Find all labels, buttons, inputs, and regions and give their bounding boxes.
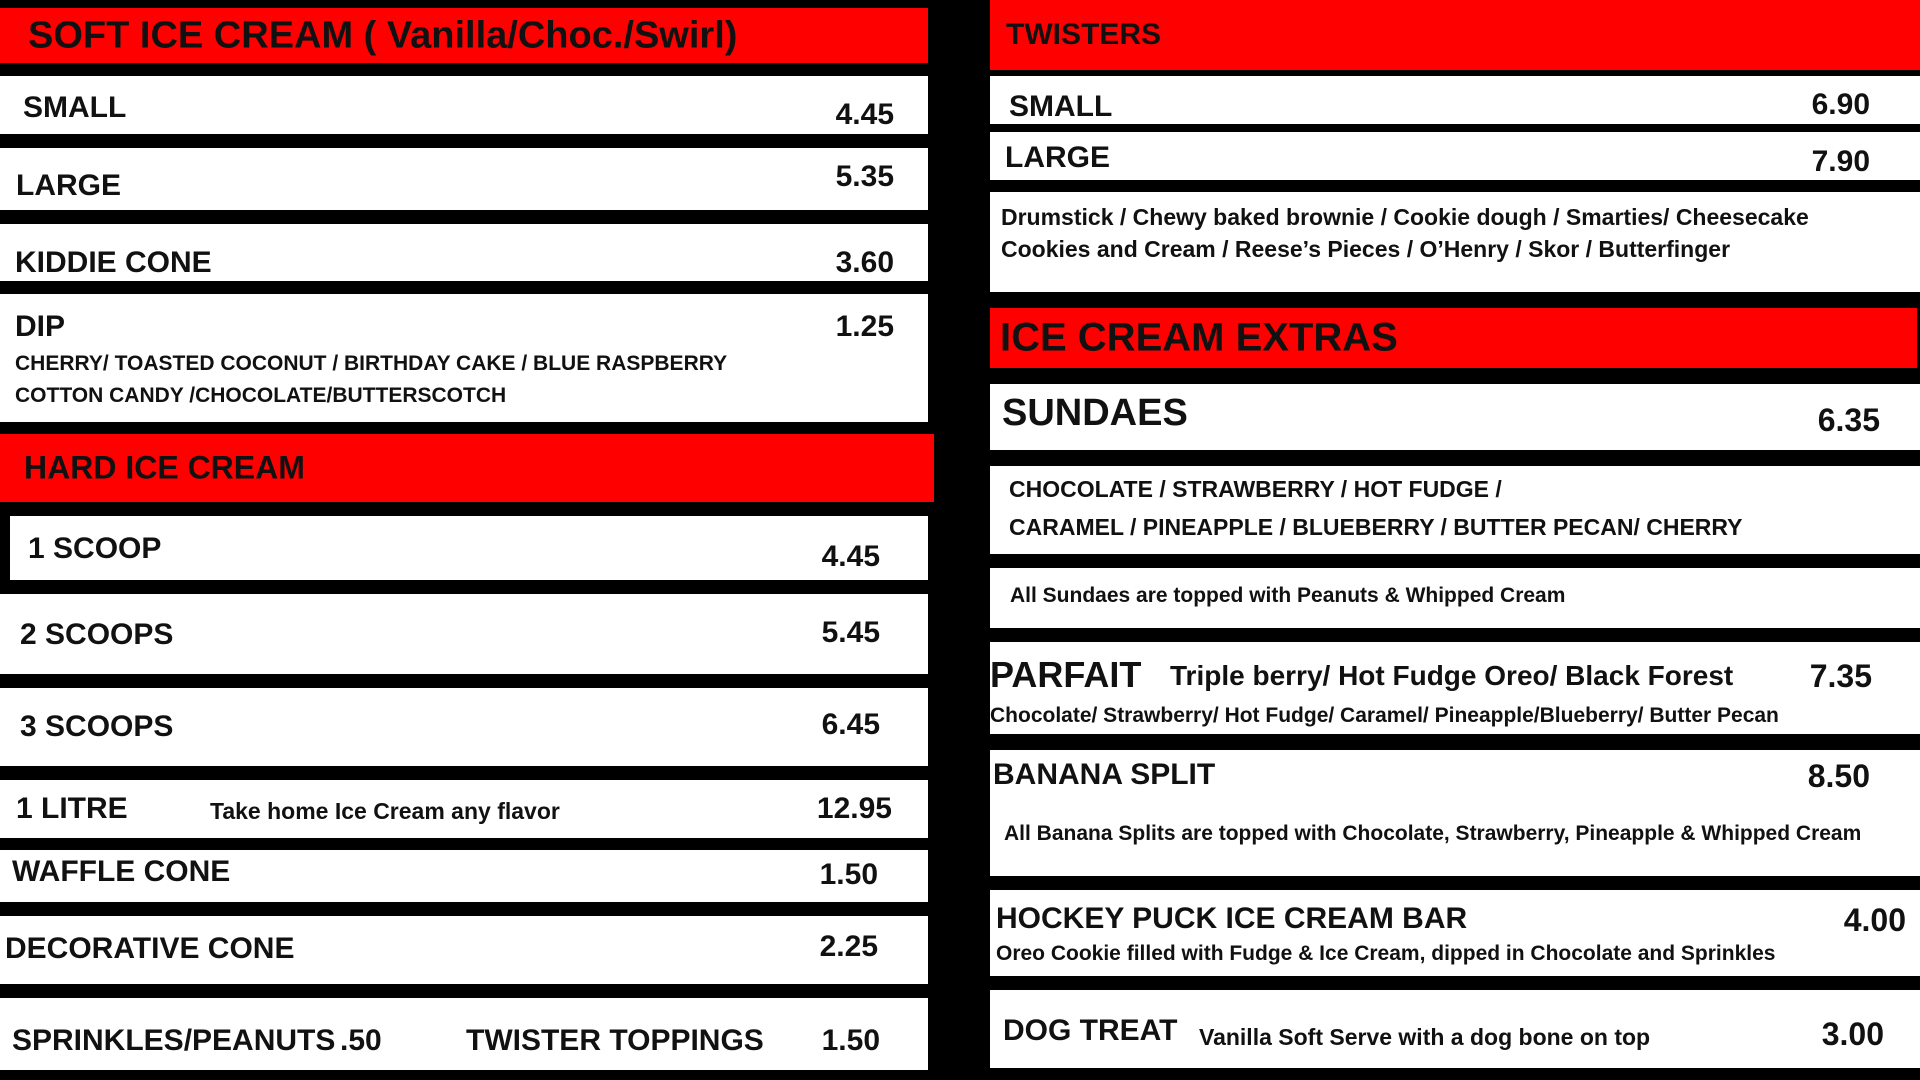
item-name: SMALL xyxy=(1009,90,1113,123)
dog-treat-row xyxy=(990,990,1920,1068)
item-name: 1 SCOOP xyxy=(28,532,162,565)
dog-treat-desc: Vanilla Soft Serve with a dog bone on top xyxy=(1199,1024,1651,1050)
sundae-flavors xyxy=(990,466,1920,554)
item-price: 1.50 xyxy=(819,858,878,891)
hockey-puck-desc: Oreo Cookie filled with Fudge & Ice Cream, dipped in Chocolate and Sprinkles xyxy=(996,942,1776,965)
sundae-note-row xyxy=(990,568,1920,628)
twisters-flavors xyxy=(990,192,1920,292)
parfait-flavors: Chocolate/ Strawberry/ Hot Fudge/ Caramel/ Pineapple/Blueberry/ Butter Pecan xyxy=(990,704,1779,727)
item-price: 7.90 xyxy=(1811,145,1870,178)
item-name: LARGE xyxy=(16,169,121,202)
hard-scoop3-row xyxy=(0,688,928,766)
item-price: 12.95 xyxy=(816,792,892,825)
item-price: 4.45 xyxy=(835,98,894,131)
hockey-puck-row xyxy=(990,890,1920,976)
banana-split-note: All Banana Splits are topped with Chocolate, Strawberry, Pineapple & Whipped Cream xyxy=(1004,822,1862,845)
item-name: 3 SCOOPS xyxy=(20,710,174,743)
item-price: 6.35 xyxy=(1817,402,1880,438)
item-price: 3.00 xyxy=(1821,1016,1884,1052)
item-name: SMALL xyxy=(23,91,127,124)
twister-toppings-name: TWISTER TOPPINGS xyxy=(466,1024,764,1057)
soft-kiddie-row xyxy=(0,224,928,281)
sprinkles-name: SPRINKLES/PEANUTS xyxy=(12,1024,336,1057)
item-price: 5.35 xyxy=(835,160,894,193)
extras-title: ICE CREAM EXTRAS xyxy=(1000,315,1398,360)
extras-header xyxy=(990,308,1917,368)
item-price: 5.45 xyxy=(821,616,880,649)
item-price: 4.45 xyxy=(821,540,880,573)
twisters-large-row xyxy=(990,132,1920,180)
item-name: PARFAIT xyxy=(990,654,1142,695)
soft-large-row xyxy=(0,148,928,210)
item-price: 6.45 xyxy=(821,708,880,741)
twister-toppings-price: 1.50 xyxy=(821,1024,880,1057)
soft-dip-row xyxy=(0,294,928,422)
sprinkles-price: .50 xyxy=(340,1024,382,1057)
waffle-cone-row xyxy=(0,850,928,902)
twisters-flavors-line-1: Drumstick / Chewy baked brownie / Cookie dough / Smarties/ Cheesecake xyxy=(1001,204,1809,230)
sundae-note: All Sundaes are topped with Peanuts & Whipped Cream xyxy=(1010,584,1566,607)
toppings-row xyxy=(0,998,928,1070)
item-price: 4.00 xyxy=(1843,902,1906,938)
soft-ice-cream-header xyxy=(0,8,928,63)
item-name: 2 SCOOPS xyxy=(20,618,174,651)
twisters-title: TWISTERS xyxy=(1006,18,1161,51)
item-name: DIP xyxy=(15,310,66,343)
twisters-small-row xyxy=(990,76,1920,124)
item-price: 7.35 xyxy=(1809,658,1872,694)
item-name: WAFFLE CONE xyxy=(12,855,231,888)
soft-small-row xyxy=(0,76,928,134)
hard-scoop1-row xyxy=(10,516,928,580)
banana-split-row xyxy=(990,750,1920,876)
dip-flavors-line-1: CHERRY/ TOASTED COCONUT / BIRTHDAY CAKE / BLUE RASPBERRY xyxy=(15,352,728,375)
twisters-flavors-line-2: Cookies and Cream / Reese’s Pieces / O’Henry / Skor / Butterfinger xyxy=(1001,236,1731,262)
item-name: DECORATIVE CONE xyxy=(5,932,295,965)
parfait-desc: Triple berry/ Hot Fudge Oreo/ Black Forest xyxy=(1170,660,1734,691)
hard-scoop2-row xyxy=(0,594,928,674)
item-price: 2.25 xyxy=(819,930,878,963)
item-name: KIDDIE CONE xyxy=(15,246,212,279)
item-name: SUNDAES xyxy=(1002,392,1188,434)
item-name: DOG TREAT xyxy=(1003,1014,1178,1047)
hard-ice-cream-title: HARD ICE CREAM xyxy=(24,449,305,486)
parfait-row xyxy=(990,642,1920,734)
right-menu-column xyxy=(990,0,1920,1080)
item-name: HOCKEY PUCK ICE CREAM BAR xyxy=(996,902,1468,935)
sundae-flavors-line-1: CHOCOLATE / STRAWBERRY / HOT FUDGE / xyxy=(1009,476,1502,502)
item-price: 6.90 xyxy=(1811,88,1870,121)
decorative-cone-row xyxy=(0,916,928,984)
item-name: BANANA SPLIT xyxy=(993,758,1216,791)
dip-flavors-line-2: COTTON CANDY /CHOCOLATE/BUTTERSCOTCH xyxy=(15,384,507,407)
item-name: 1 LITRE xyxy=(16,792,128,825)
soft-ice-cream-title: SOFT ICE CREAM ( Vanilla/Choc./Swirl) xyxy=(28,14,738,56)
sundae-flavors-line-2: CARAMEL / PINEAPPLE / BLUEBERRY / BUTTER PECAN/ CHERRY xyxy=(1009,514,1743,540)
item-price: 1.25 xyxy=(835,310,894,343)
sundaes-row xyxy=(990,384,1920,450)
twisters-header xyxy=(990,0,1920,70)
item-price: 3.60 xyxy=(835,246,894,279)
item-name: LARGE xyxy=(1005,141,1110,174)
hard-ice-cream-header xyxy=(0,434,934,502)
litre-note: Take home Ice Cream any flavor xyxy=(210,798,560,824)
item-price: 8.50 xyxy=(1807,758,1870,794)
hard-litre-row xyxy=(0,780,928,838)
left-menu-column xyxy=(0,0,928,1080)
